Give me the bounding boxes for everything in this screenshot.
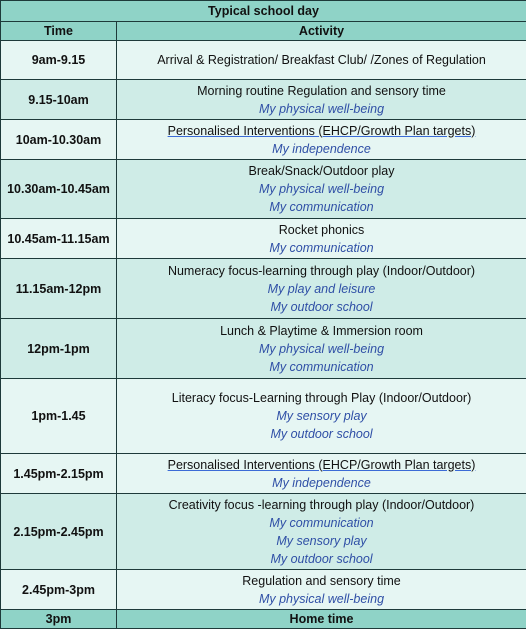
table-row (1, 80, 526, 120)
row-time: 9am-9.15 (1, 41, 117, 80)
table-row (1, 319, 526, 379)
header-row (1, 22, 526, 41)
activity-text: Numeracy focus-learning through play (Indoor/Outdoor) (167, 263, 476, 278)
time-header: Time (1, 22, 117, 41)
title-row (1, 1, 526, 22)
activity-tag: My outdoor school (270, 299, 373, 314)
activity-text: Personalised Interventions (EHCP/Growth Plan targets) (167, 123, 476, 138)
row-activity (117, 379, 526, 454)
activity-tag: My physical well-being (258, 341, 385, 356)
table-title: Typical school day (1, 1, 526, 22)
row-time: 1.45pm-2.15pm (1, 454, 117, 494)
row-activity (117, 494, 526, 570)
row-time: 12pm-1pm (1, 319, 117, 379)
table-row (1, 259, 526, 319)
row-activity (117, 259, 526, 319)
activity-tag: My physical well-being (258, 591, 385, 606)
table-row (1, 160, 526, 219)
footer-row (1, 610, 526, 629)
row-time: 10.45am-11.15am (1, 219, 117, 259)
table-row (1, 379, 526, 454)
activity-tag: My independence (272, 475, 371, 490)
table-row (1, 570, 526, 610)
row-time: 11.15am-12pm (1, 259, 117, 319)
activity-tag: My communication (269, 359, 374, 374)
row-activity (117, 120, 526, 160)
table-row (1, 219, 526, 259)
activity-text: Regulation and sensory time (242, 573, 401, 588)
row-time: 10.30am-10.45am (1, 160, 117, 219)
row-time: 9.15-10am (1, 80, 117, 120)
activity-tag: My physical well-being (258, 101, 385, 116)
activity-header: Activity (117, 22, 526, 41)
activity-text: Literacy focus-Learning through Play (Indoor/Outdoor) (171, 391, 472, 405)
activity-tag: My communication (269, 240, 374, 255)
activity-tag: My play and leisure (267, 281, 376, 296)
row-time: 2.15pm-2.45pm (1, 494, 117, 570)
table-row (1, 41, 526, 80)
footer-activity: Home time (117, 610, 526, 629)
activity-text: Rocket phonics (278, 222, 365, 237)
activity-tag: My sensory play (276, 533, 367, 548)
activity-text: Lunch & Playtime & Immersion room (220, 323, 423, 338)
activity-text: Personalised Interventions (EHCP/Growth Plan targets) (167, 457, 476, 472)
row-activity (117, 80, 526, 120)
activity-text: Creativity focus -learning through play (Indoor/Outdoor) (168, 497, 475, 512)
row-activity (117, 160, 526, 219)
table-row (1, 454, 526, 494)
row-activity (117, 319, 526, 379)
row-activity (117, 454, 526, 494)
activity-tag: My outdoor school (270, 427, 373, 441)
activity-tag: My outdoor school (270, 551, 373, 566)
table-row (1, 120, 526, 160)
activity-tag: My communication (269, 200, 374, 214)
activity-tag: My sensory play (276, 409, 367, 423)
row-time: 2.45pm-3pm (1, 570, 117, 610)
footer-time: 3pm (1, 610, 117, 629)
row-time: 1pm-1.45 (1, 379, 117, 454)
row-activity (117, 219, 526, 259)
activity-tag: My physical well-being (258, 182, 385, 196)
activity-tag: My communication (269, 515, 374, 530)
row-activity (117, 41, 526, 80)
activity-text: Morning routine Regulation and sensory time (197, 83, 446, 98)
table-row (1, 494, 526, 570)
row-time: 10am-10.30am (1, 120, 117, 160)
activity-tag: My independence (272, 141, 371, 156)
activity-text: Arrival & Registration/ Breakfast Club/ /Zones of Regulation (157, 53, 486, 67)
row-activity (117, 570, 526, 610)
activity-text: Break/Snack/Outdoor play (248, 164, 395, 178)
